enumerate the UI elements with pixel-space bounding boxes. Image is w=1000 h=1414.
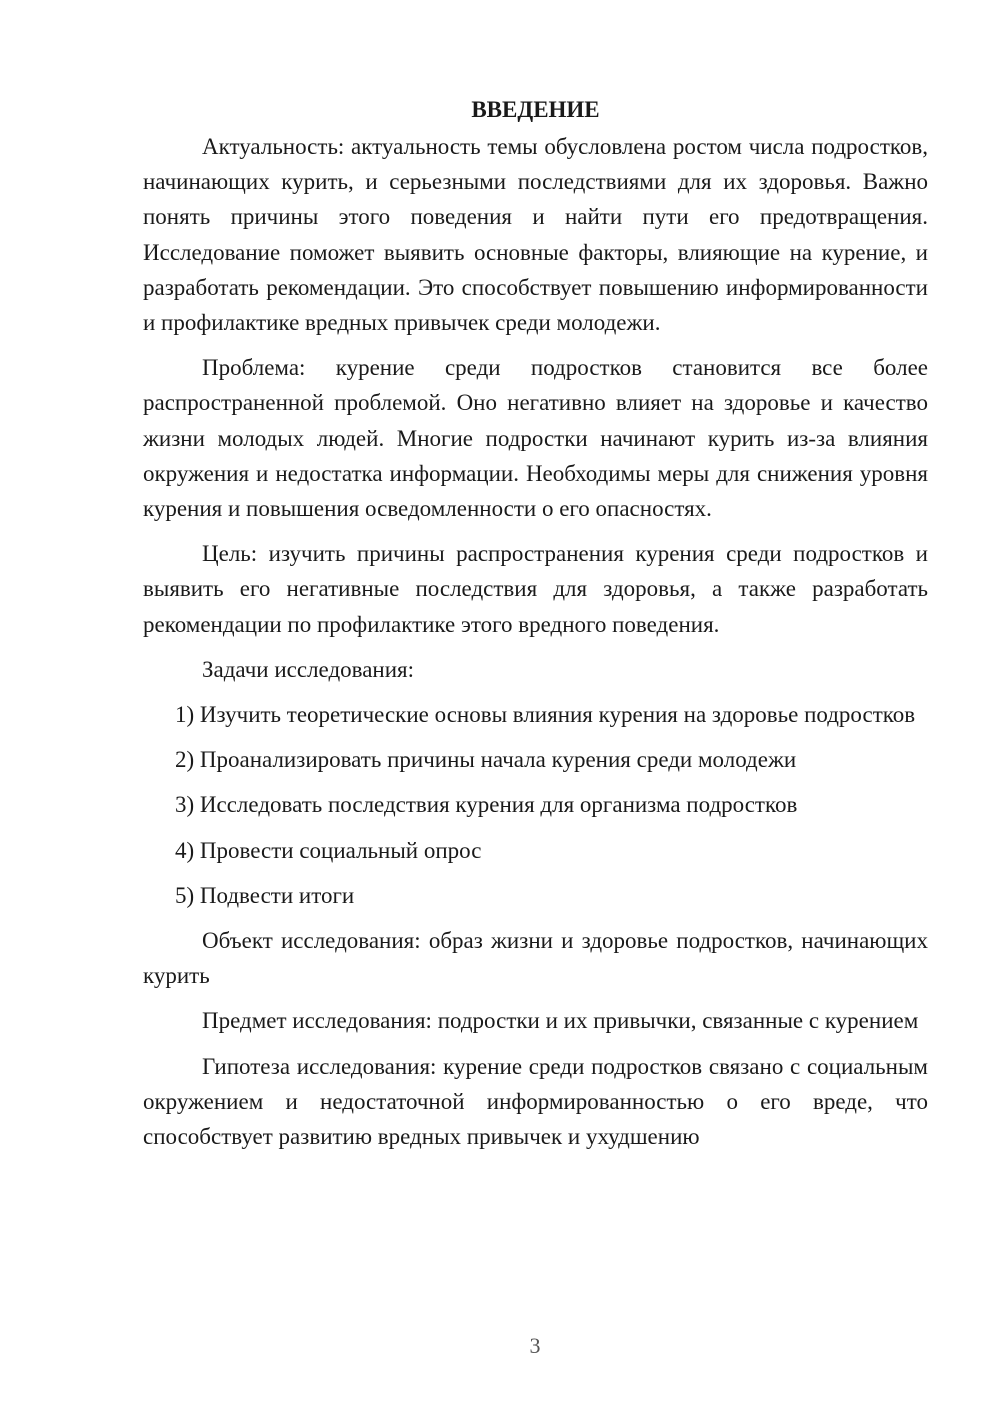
page-content: [143, 92, 928, 1154]
paragraph-subject: Предмет исследования: подростки и их привычки, связанные с курением: [202, 1008, 919, 1034]
paragraph-goal: Цель: изучить причины распространения курения среди подростков и выявить его негативные последствия для здоровья, а также разработать рекомендации по профилактике этого вредного поведения.: [143, 541, 928, 637]
tasks-heading: Задачи исследования:: [202, 656, 415, 682]
list-item: 3) Исследовать последствия курения для организма подростков: [175, 792, 798, 818]
section-title: ВВЕДЕНИЕ: [471, 97, 600, 122]
paragraph-hypothesis: Гипотеза исследования: курение среди подростков связано с социальным окружением и недостаточной информированностью о его вреде, что способствует развитию вредных привычек и ухудшению: [143, 1053, 928, 1150]
paragraph-object: Объект исследования: образ жизни и здоровье подростков, начинающих курить: [143, 928, 928, 989]
page-number: 3: [529, 1333, 541, 1358]
paragraph-problem: Проблема: курение среди подростков становится все более распространенной проблемой. Оно негативно влияет на здоровье и качество жизни молодых людей. Многие подростки начинают курить из-за влияния окружения и недостатка информации. Необходимы меры для снижения уровня курения и повышения осведомленности о его опасностях.: [143, 355, 928, 522]
list-item: 1) Изучить теоретические основы влияния курения на здоровье подростков: [175, 702, 916, 728]
list-item: 4) Провести социальный опрос: [175, 837, 482, 863]
tasks-list: [143, 697, 928, 913]
list-item: 2) Проанализировать причины начала курения среди молодежи: [175, 747, 797, 773]
list-item: 5) Подвести итоги: [175, 882, 355, 908]
paragraph-relevance: Актуальность: актуальность темы обусловлена ростом числа подростков, начинающих курить, и серьезными последствиями для их здоровья. Важно понять причины этого поведения и найти пути его предотвращения. Исследование поможет выявить основные факторы, влияющие на курение, и разработать рекомендации. Это способствует повышению информированности и профилактике вредных привычек среди молодежи.: [143, 134, 928, 336]
